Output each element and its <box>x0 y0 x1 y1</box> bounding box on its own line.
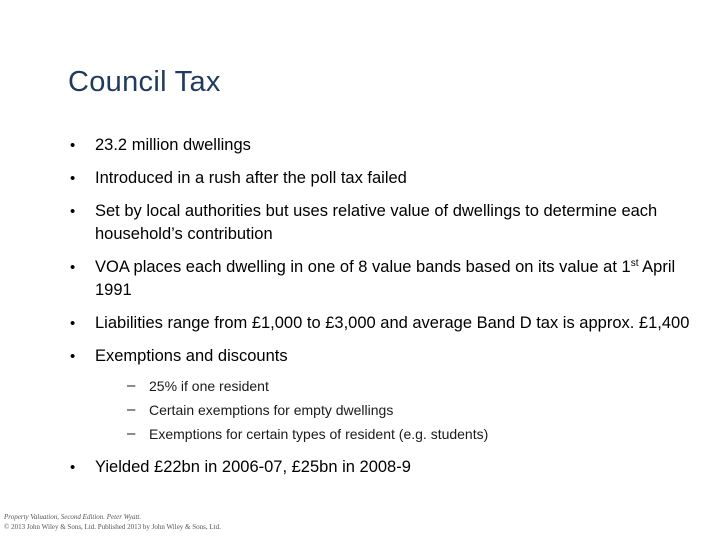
sub-bullet-item <box>127 398 690 422</box>
sub-bullet-list <box>127 374 690 446</box>
bullet-text: 23.2 million dwellings <box>95 136 251 154</box>
slide-title: Council Tax <box>68 66 221 98</box>
sub-bullet-text: 25% if one resident <box>149 378 269 394</box>
bullet-marker: • <box>70 459 76 476</box>
bullet-marker: • <box>70 137 76 154</box>
bullet-item <box>70 200 690 246</box>
bullet-text: Set by local authorities but uses relative value of dwellings to determine each household’s contribution <box>95 202 658 243</box>
bullet-text: Yielded £22bn in 2006-07, £25bn in 2008-9 <box>95 458 411 476</box>
bullet-text: Exemptions and discounts <box>95 347 288 365</box>
bullet-text-before: VOA places each dwelling in one of 8 value bands based on its value at 1 <box>95 258 631 276</box>
bullet-text: Liabilities range from £1,000 to £3,000 and average Band D tax is approx. £1,400 <box>95 314 690 332</box>
sub-bullet-marker: – <box>127 377 136 394</box>
bullet-marker: • <box>70 348 76 365</box>
bullet-marker: • <box>70 203 76 220</box>
footer-book-credit: Property Valuation, Second Edition. Peter Wyatt. <box>4 513 142 521</box>
bullet-marker: • <box>70 315 76 332</box>
bullet-item <box>70 345 690 446</box>
sub-bullet-text: Exemptions for certain types of resident (e.g. students) <box>149 426 489 442</box>
bullet-text-after: April 1991 <box>95 258 676 299</box>
sub-bullet-marker: – <box>127 425 136 442</box>
bullet-item <box>70 256 690 302</box>
ordinal-superscript: st <box>630 258 639 269</box>
sub-bullet-item <box>127 422 690 446</box>
bullet-marker: • <box>70 170 76 187</box>
sub-bullet-item <box>127 374 690 398</box>
sub-bullet-text: Certain exemptions for empty dwellings <box>149 402 394 418</box>
bullet-item <box>70 134 690 157</box>
sub-bullet-marker: – <box>127 401 136 418</box>
bullet-list <box>70 134 690 489</box>
bullet-marker: • <box>70 259 76 276</box>
bullet-item <box>70 456 690 479</box>
footer-copyright: © 2013 John Wiley & Sons, Ltd. Published 2013 by John Wiley & Sons, Ltd. <box>4 523 221 531</box>
copyright-footer <box>4 512 221 532</box>
bullet-item <box>70 167 690 190</box>
bullet-item <box>70 312 690 335</box>
bullet-text: Introduced in a rush after the poll tax failed <box>95 169 407 187</box>
